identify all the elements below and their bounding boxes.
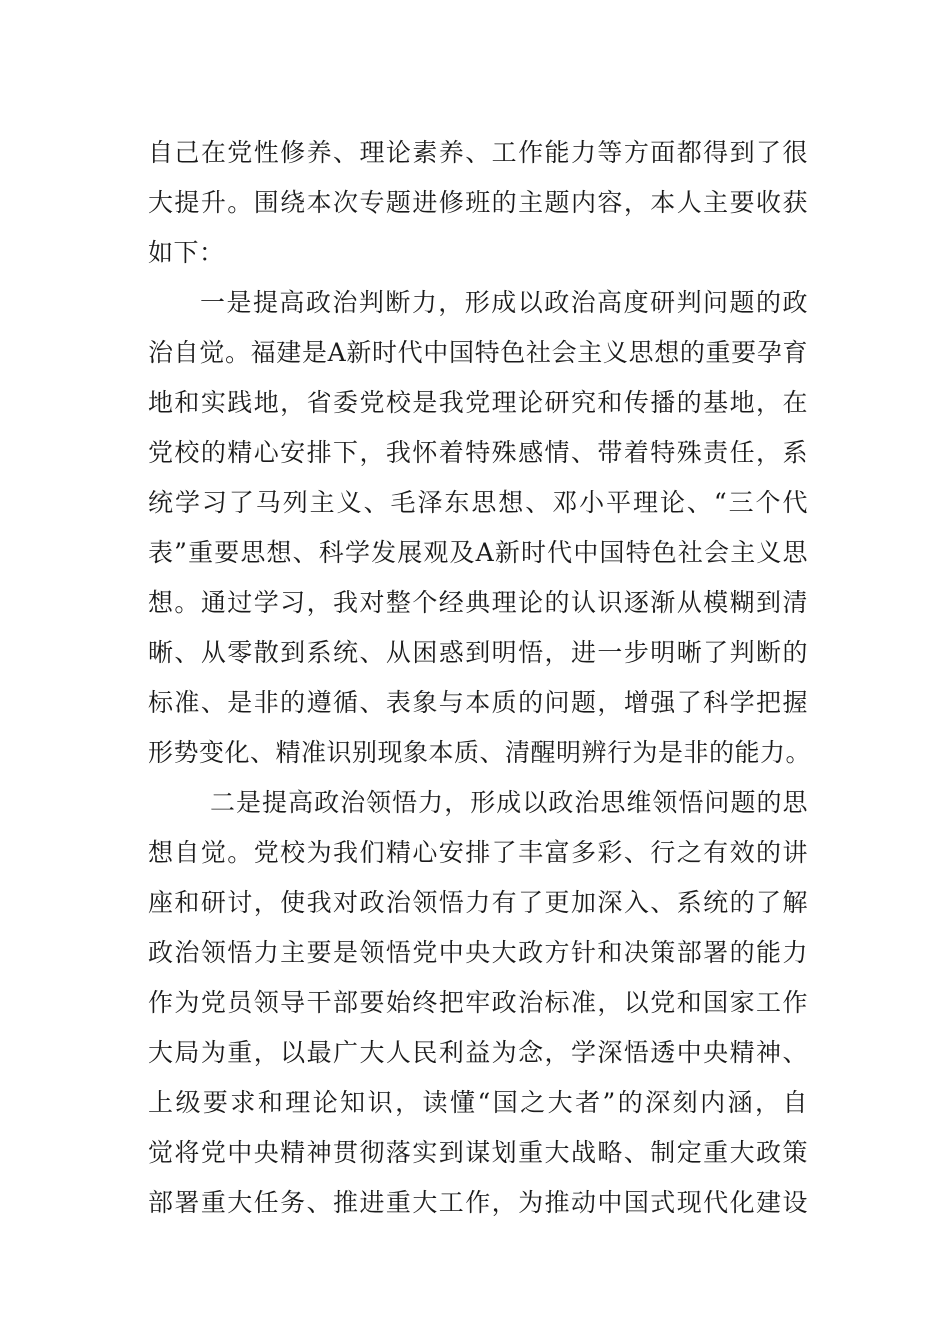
text-line: 晰、从零散到系统、从困惑到明悟，进一步明晰了判断的 bbox=[148, 638, 808, 667]
paragraph-first-line: 二是提高政治领悟力，形成以政治思维领悟问题的思 bbox=[210, 788, 808, 817]
text-line: 自己在党性修养、理论素养、工作能力等方面都得到了很 bbox=[148, 138, 808, 167]
text-line: 党校的精心安排下，我怀着特殊感情、带着特殊责任，系 bbox=[148, 438, 808, 467]
text-line: 作为党员领导干部要始终把牢政治标准，以党和国家工作 bbox=[148, 988, 808, 1017]
text-line: 座和研讨，使我对政治领悟力有了更加深入、系统的了解 bbox=[148, 888, 808, 917]
text-line: 觉将党中央精神贯彻落实到谋划重大战略、制定重大政策 bbox=[148, 1138, 808, 1167]
text-line: 治自觉。福建是A新时代中国特色社会主义思想的重要孕育 bbox=[148, 338, 808, 367]
text-line: 统学习了马列主义、毛泽东思想、邓小平理论、“三个代 bbox=[148, 488, 808, 517]
text-line: 大局为重，以最广大人民利益为念，学深悟透中央精神、 bbox=[148, 1038, 808, 1067]
text-line: 形势变化、精准识别现象本质、清醒明辨行为是非的能力。 bbox=[148, 738, 812, 767]
text-line: 想自觉。党校为我们精心安排了丰富多彩、行之有效的讲 bbox=[148, 838, 808, 867]
text-line: 表”重要思想、科学发展观及A新时代中国特色社会主义思 bbox=[148, 538, 808, 567]
text-line: 大提升。围绕本次专题进修班的主题内容，本人主要收获 bbox=[148, 188, 808, 217]
text-line: 地和实践地，省委党校是我党理论研究和传播的基地，在 bbox=[148, 388, 808, 417]
text-line: 想。通过学习，我对整个经典理论的认识逐渐从模糊到清 bbox=[148, 588, 808, 617]
text-line: 部署重大任务、推进重大工作，为推动中国式现代化建设 bbox=[148, 1188, 808, 1217]
text-line: 标准、是非的遵循、表象与本质的问题，增强了科学把握 bbox=[148, 688, 808, 717]
text-line: 如下： bbox=[148, 238, 225, 267]
text-line: 政治领悟力主要是领悟党中央大政方针和决策部署的能力 bbox=[148, 938, 808, 967]
paragraph-first-line: 一是提高政治判断力，形成以政治高度研判问题的政 bbox=[200, 288, 808, 317]
text-line: 上级要求和理论知识，读懂“国之大者”的深刻内涵，自 bbox=[148, 1088, 808, 1117]
